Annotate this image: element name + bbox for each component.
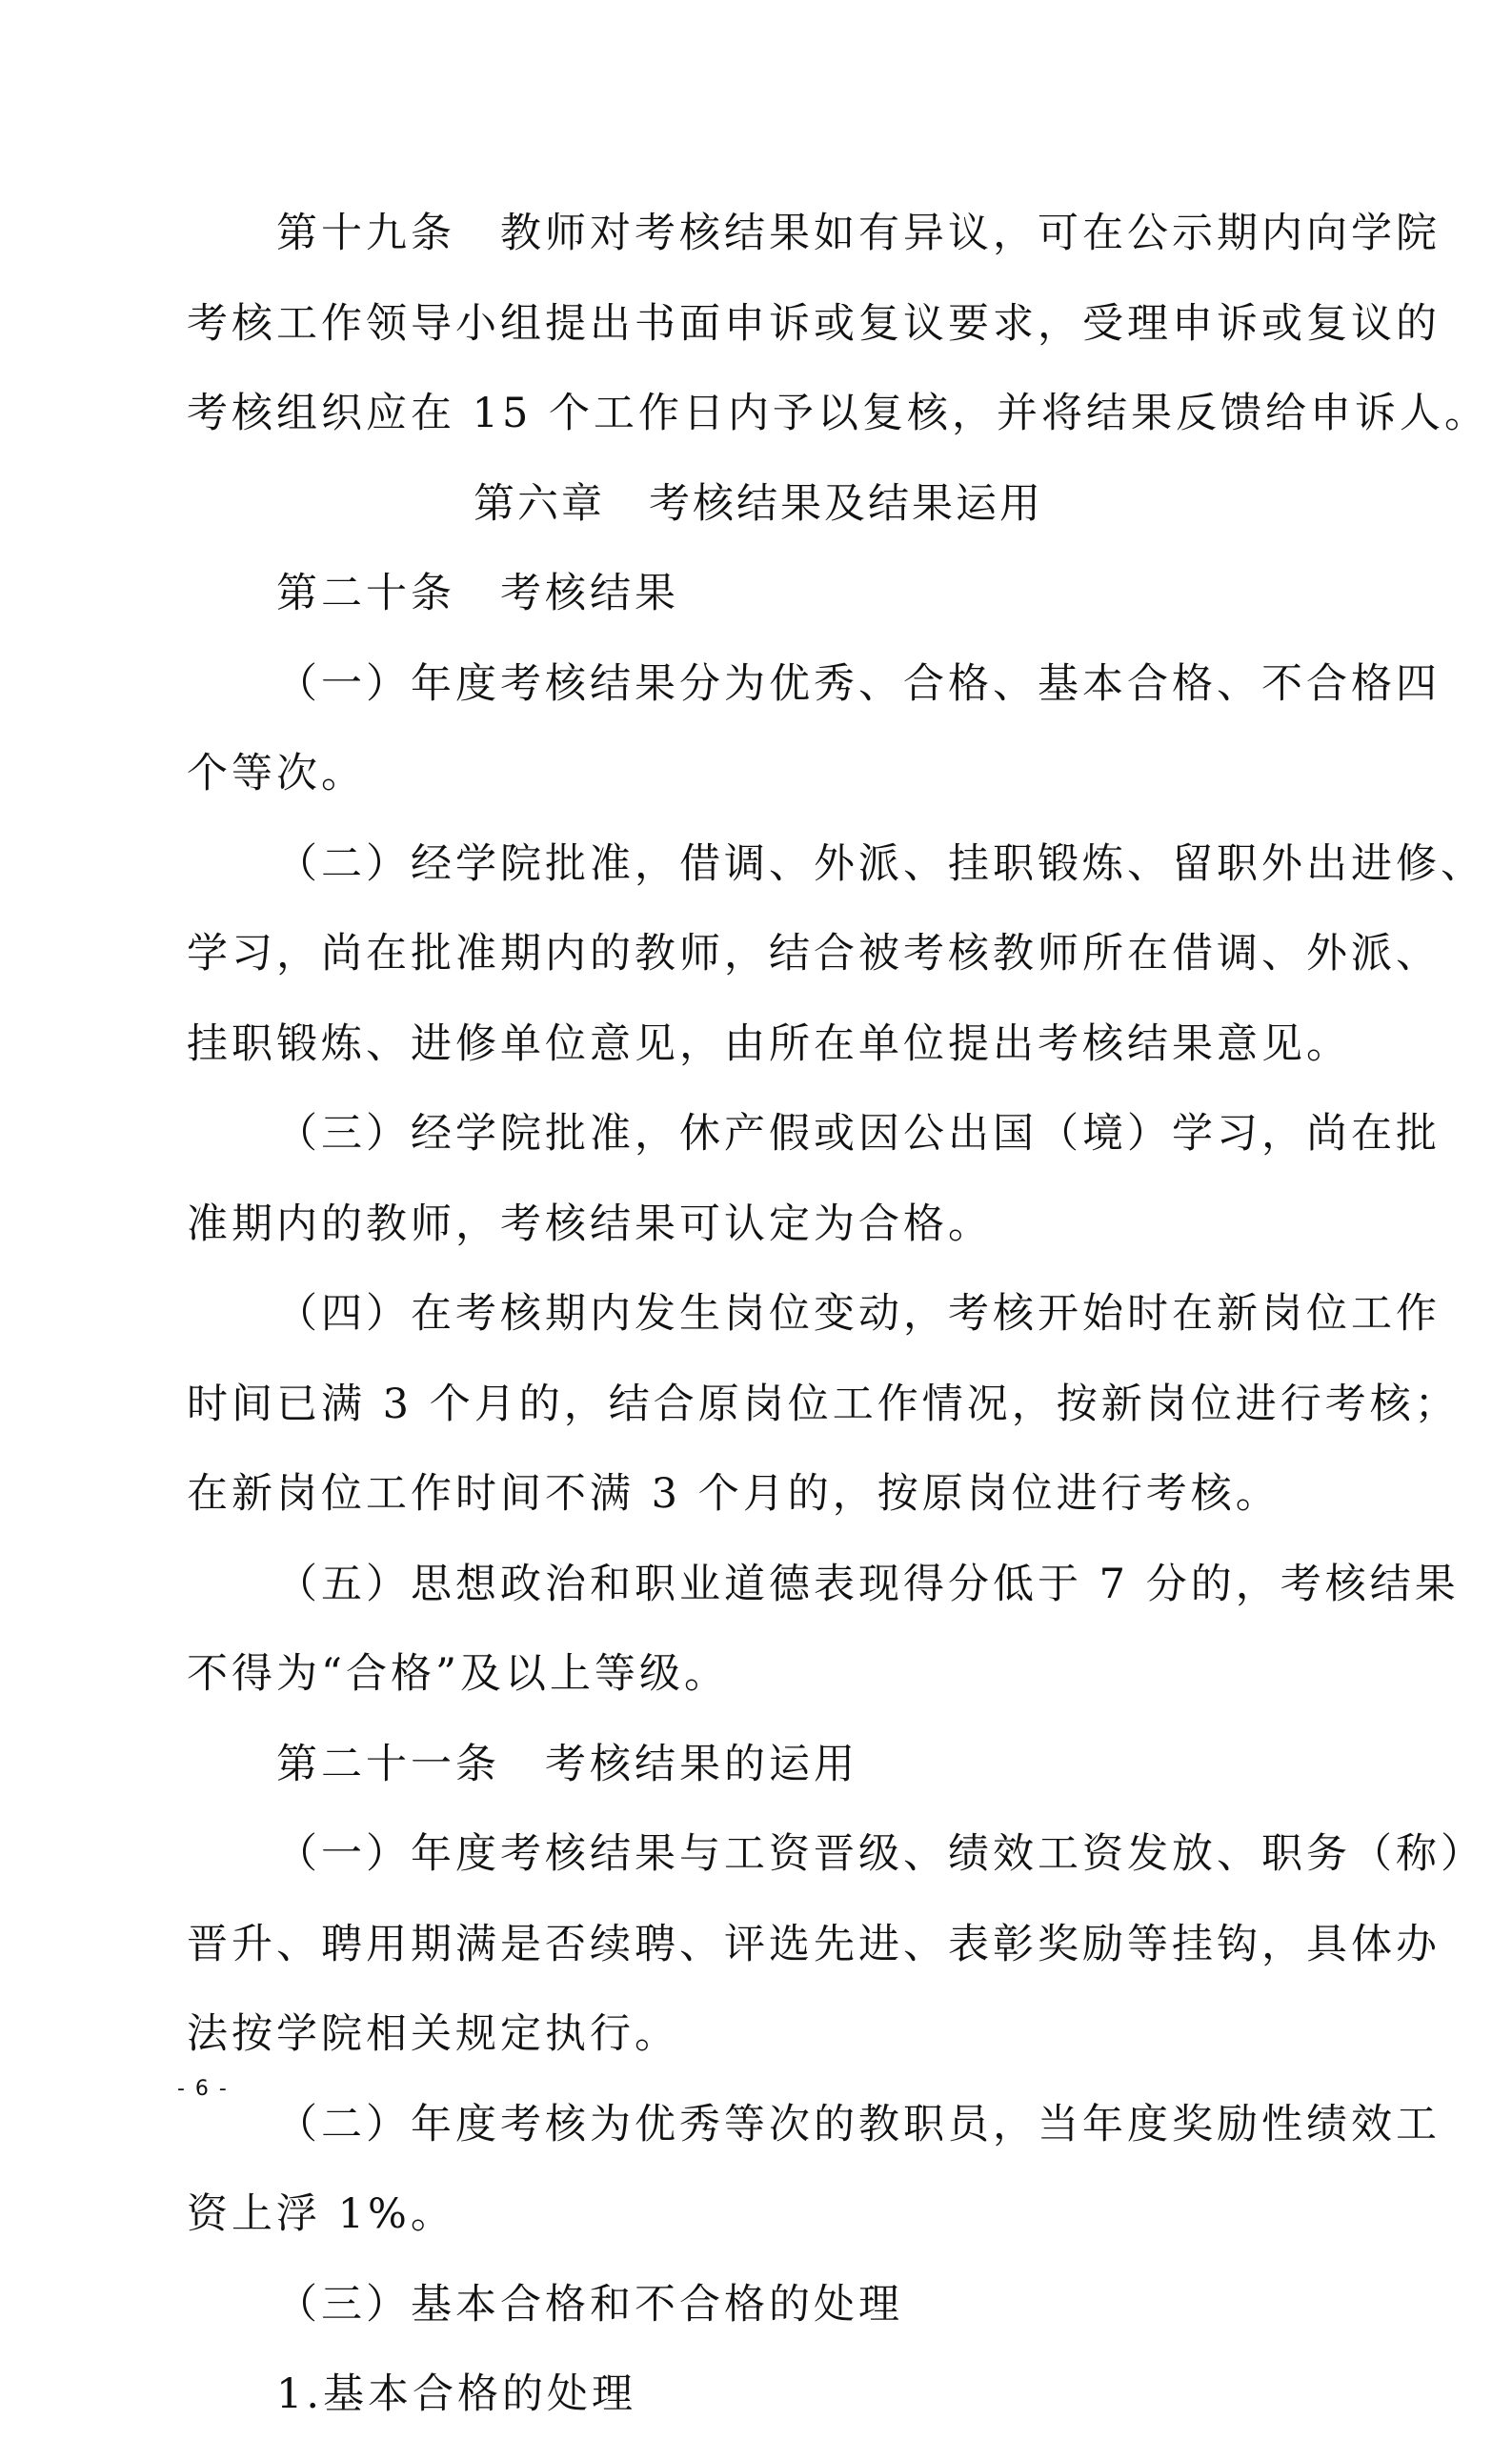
article-20-item-1-line-2: 个等次。 bbox=[187, 750, 366, 797]
article-19-line-1: 第十九条 教师对考核结果如有异议，可在公示期内向学院 bbox=[276, 210, 1441, 257]
subsection-1-title: 1.基本合格的处理 bbox=[276, 2370, 637, 2418]
article-20-title: 第二十条 考核结果 bbox=[276, 570, 679, 617]
article-20-item-2-line-1: （二）经学院批准，借调、外派、挂职锻炼、留职外出进修、 bbox=[276, 839, 1485, 888]
article-20-item-1-line-1: （一）年度考核结果分为优秀、合格、基本合格、不合格四 bbox=[276, 659, 1441, 708]
article-21-item-2-line-2: 资上浮 1%。 bbox=[187, 2190, 455, 2238]
article-20-item-3-line-2: 准期内的教师，考核结果可认定为合格。 bbox=[187, 1200, 993, 1248]
article-20-item-2-line-3: 挂职锻炼、进修单位意见，由所在单位提出考核结果意见。 bbox=[187, 1019, 1351, 1068]
article-21-item-1-line-2: 晋升、聘用期满是否续聘、评选先进、表彰奖励等挂钩，具体办 bbox=[187, 1920, 1441, 1968]
article-21-item-1-line-1: （一）年度考核结果与工资晋级、绩效工资发放、职务（称） bbox=[276, 1830, 1485, 1878]
article-20-item-5-line-1: （五）思想政治和职业道德表现得分低于 7 分的，考核结果 bbox=[276, 1560, 1460, 1608]
document-body bbox=[187, 189, 1490, 2440]
chapter-6-heading: 第六章 考核结果及结果运用 bbox=[474, 479, 1043, 528]
article-20-item-4-line-1: （四）在考核期内发生岗位变动，考核开始时在新岗位工作 bbox=[276, 1290, 1441, 1338]
article-19-line-2: 考核工作领导小组提出书面申诉或复议要求，受理申诉或复议的 bbox=[187, 299, 1441, 348]
page-number: - 6 - bbox=[177, 2077, 229, 2101]
article-20-item-4-line-3: 在新岗位工作时间不满 3 个月的，按原岗位进行考核。 bbox=[187, 1470, 1280, 1518]
article-20-item-3-line-1: （三）经学院批准，休产假或因公出国（境）学习，尚在批 bbox=[276, 1110, 1441, 1158]
article-21-item-1-line-3: 法按学院相关规定执行。 bbox=[187, 2010, 679, 2058]
article-21-title: 第二十一条 考核结果的运用 bbox=[276, 1740, 858, 1788]
article-20-item-4-line-2: 时间已满 3 个月的，结合原岗位工作情况，按新岗位进行考核； bbox=[187, 1380, 1460, 1428]
article-21-item-2-line-1: （二）年度考核为优秀等次的教职员，当年度奖励性绩效工 bbox=[276, 2100, 1441, 2148]
article-20-item-5-line-2: 不得为“合格”及以上等级。 bbox=[187, 1650, 729, 1698]
article-20-item-2-line-2: 学习，尚在批准期内的教师，结合被考核教师所在借调、外派、 bbox=[187, 930, 1441, 978]
article-21-item-3: （三）基本合格和不合格的处理 bbox=[276, 2280, 903, 2329]
article-19-line-3: 考核组织应在 15 个工作日内予以复核，并将结果反馈给申诉人。 bbox=[187, 390, 1490, 437]
